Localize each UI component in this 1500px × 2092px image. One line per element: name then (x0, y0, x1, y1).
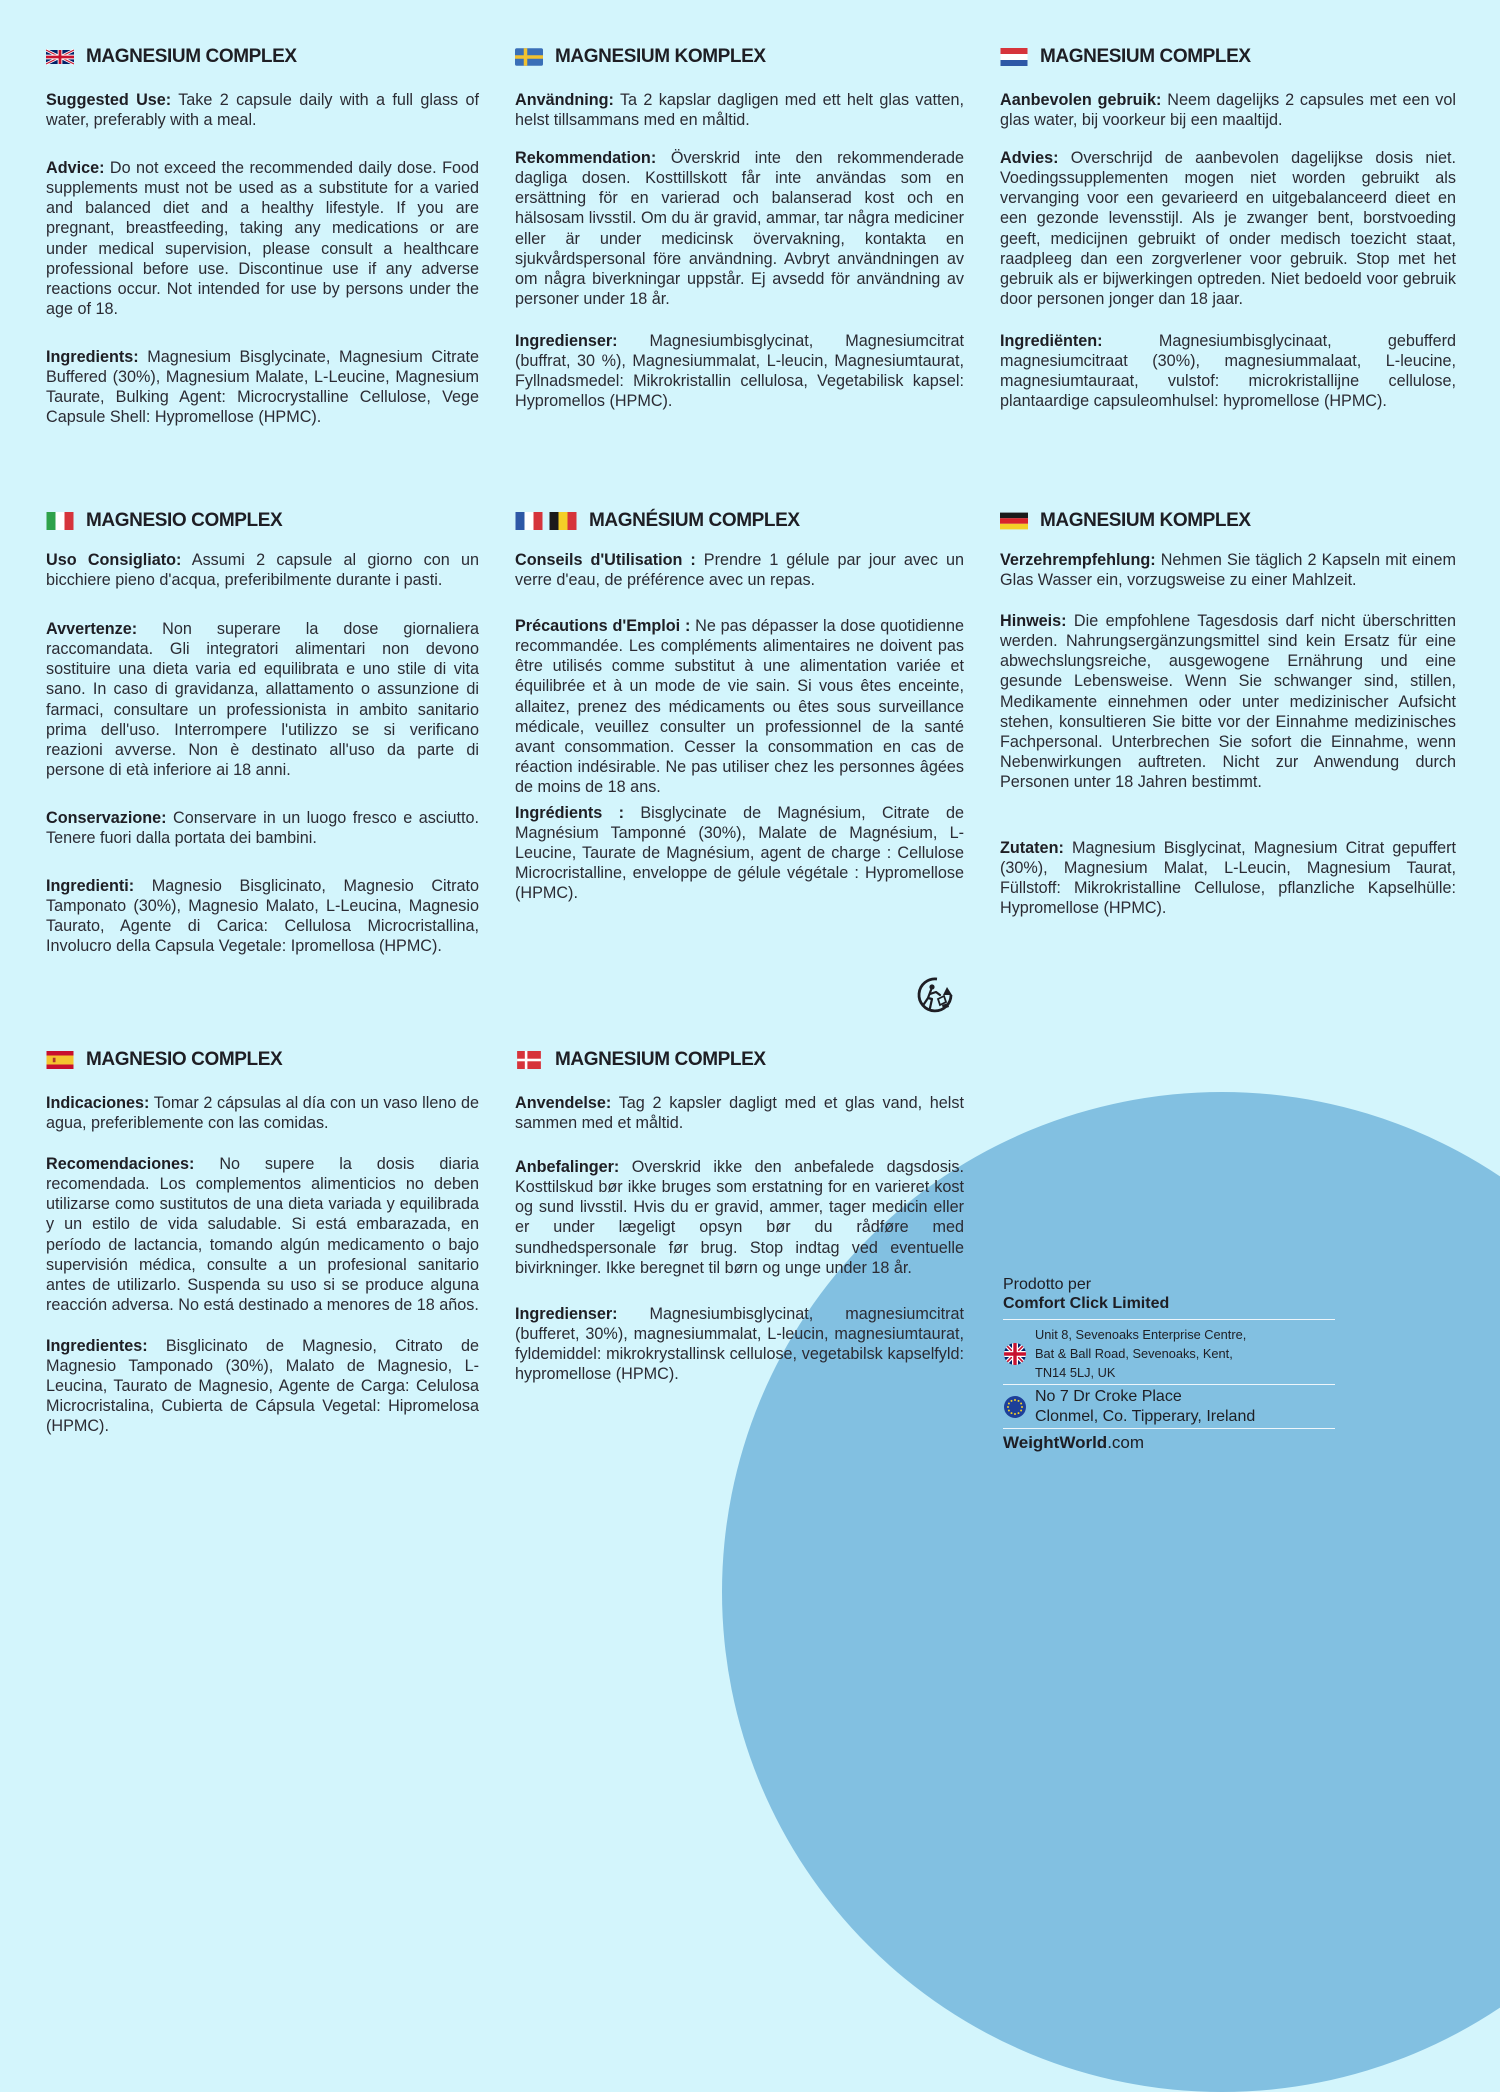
advice-text: No supere la dosis diaria recomendada. Los complementos alimenticios no deben utilizarse como sustitutos de una dieta variada y equilibrada y un estilo de vida saludable. Si está embarazada, en período de lactancia, tomando algún medicamento o bajo supervisión médica, consulte a un profesional sanitario antes de utilizarlo. Suspenda su uso si se produce alguna reacción adversa. No está destinado a menores de 18 años. (46, 1155, 479, 1314)
ingredients-paragraph (515, 331, 964, 411)
usage-paragraph (515, 90, 964, 130)
section-heading (515, 508, 964, 534)
spanish-flag-icon (46, 1051, 74, 1069)
section-heading (1000, 44, 1456, 70)
section-title: MAGNESIUM COMPLEX (1040, 45, 1251, 67)
french-flag-icon (515, 512, 543, 530)
advice-paragraph (46, 1154, 479, 1315)
usage-paragraph (46, 1093, 479, 1133)
section-danish (515, 1047, 964, 1384)
section-heading (515, 44, 964, 70)
usage-text: Nehmen Sie täglich 2 Kapseln mit einem Glas Wasser ein, vorzugsweise zu einer Mahlzeit. (1000, 551, 1456, 590)
usage-text: Tag 2 kapsler dagligt med et glas vand, helst sammen med et måltid. (515, 1094, 964, 1133)
storage-text: Conservare in un luogo fresco e asciutto. Tenere fuori dalla portata dei bambini. (46, 808, 479, 848)
advice-text: Overschrijd de aanbevolen dagelijkse dosis niet. Voedingssupplementen mogen niet worden gebruikt als vervanging voor een gevarieerd en uitgebalanceerd dieet en een gezonde levensstijl. Als je zwanger bent, borstvoeding geeft, medicijnen gebruikt of onder medisch toezicht staat, raadpleeg dan een zorgverlener voor gebruik. Stop met het gebruik als er bijwerkingen optreden. Niet bedoeld voor gebruik door personen jonger dan 18 jaar. (1000, 149, 1456, 308)
section-heading (515, 1047, 964, 1073)
section-heading (46, 508, 479, 534)
advice-label: Avvertenze: (46, 620, 138, 639)
usage-label: Verzehrempfehlung: (1000, 551, 1156, 569)
section-french (515, 508, 964, 904)
section-dutch (1000, 44, 1456, 411)
ingredients-text: Magnesio Bisglicinato, Magnesio Citrato Tamponato (30%), Magnesio Malato, L-Leucina, Magnesio Taurato, Agente di Carica: Cellulosa Microcristallina, Involucro della Capsula Vegetale: Ipromellosa (HPMC). (46, 877, 479, 956)
advice-label: Précautions d'Emploi : (515, 617, 691, 636)
ingredients-text: Magnesiumbisglycinat, Magnesiumcitrat (buffrat, 30 %), Magnesiummalat, L-leucin, Magnesiumtaurat, Fyllnadsmedel: Mikrokristallin cellulosa, Vegetabilisk kapsel: Hypromellos (HPMC). (515, 331, 964, 411)
section-heading (46, 1047, 479, 1073)
section-title: MAGNESIO COMPLEX (86, 509, 283, 531)
advice-text: Överskrid inte den rekommenderade dagliga dosen. Kosttillskott får inte användas som en ersättning för en varierad och balanserad kost och en hälsosam livsstil. Om du är gravid, ammar, tar några mediciner eller är under medicinsk övervakning, kontakta en sjukvårdspersonal före användning. Avbryt användningen av om några biverkningar uppstår. Ej avsedd för användning av personer under 18 år. (515, 149, 964, 308)
advice-paragraph (46, 619, 479, 780)
ireland-address-block (1003, 1384, 1335, 1428)
uk-address-line: Unit 8, Sevenoaks Enterprise Centre, (1035, 1327, 1247, 1342)
section-title: MAGNESIUM COMPLEX (86, 45, 297, 67)
advice-label: Anbefalinger: (515, 1158, 620, 1177)
usage-paragraph (46, 550, 479, 590)
produced-by-label: Prodotto per (1003, 1276, 1092, 1293)
ireland-address-line: No 7 Dr Croke Place (1035, 1388, 1182, 1405)
usage-label: Aanbevolen gebruik: (1000, 91, 1162, 109)
dutch-flag-icon (1000, 48, 1028, 66)
ingredients-text: Magnesium Bisglycinate, Magnesium Citrate Buffered (30%), Magnesium Malate, L-Leucine, Magnesium Taurate, Bulking Agent: Microcrystalline Cellulose, Vege Capsule Shell: Hypromellose (HPMC). (46, 347, 479, 427)
section-english (46, 44, 479, 427)
advice-paragraph (515, 148, 964, 309)
advice-label: Advice: (46, 159, 105, 178)
usage-paragraph (1000, 90, 1456, 130)
website-domain: .com (1107, 1433, 1145, 1452)
advice-text: Die empfohlene Tagesdosis darf nicht überschritten werden. Nahrungsergänzungsmittel sind kein Ersatz für eine abwechslungsreiche, ausgewogene Ernährung und eine gesunde Lebensweise. Wenn Sie schwanger sind, stillen, Medikamente einnehmen oder unter medizinischer Aufsicht stehen, konsultieren Sie bitte vor der Einnahme medizinisches Fachpersonal. Unterbrechen Sie sofort die Einnahme, wenn Nebenwirkungen auftreten. Nicht zur Anwendung durch Personen unter 18 Jahren bestimmt. (1000, 612, 1456, 791)
usage-text: Take 2 capsule daily with a full glass of water, preferably with a meal. (46, 91, 479, 130)
ingredients-label: Ingrediënten: (1000, 331, 1103, 350)
ingredients-text: Magnesiumbisglycinat, magnesiumcitrat (bufferet, 30%), magnesiummalat, L-leucin, magnesiumtaurat, fyldemiddel: mikrokrystallinsk cellulose, vegetabilsk kapselfyld: hypromellose (HPMC). (515, 1304, 964, 1384)
usage-paragraph (1000, 550, 1456, 590)
storage-paragraph (46, 808, 479, 848)
section-german (1000, 508, 1456, 918)
advice-paragraph (515, 1157, 964, 1278)
belgian-flag-icon (549, 512, 577, 530)
advice-paragraph (1000, 611, 1456, 792)
ingredients-paragraph (515, 1304, 964, 1384)
company-name: Comfort Click Limited (1003, 1295, 1170, 1312)
website (1003, 1428, 1335, 1453)
section-title: MAGNESIUM COMPLEX (555, 1048, 766, 1070)
ingredients-paragraph (46, 876, 479, 956)
section-spanish (46, 1047, 479, 1436)
swedish-flag-icon (515, 48, 543, 66)
ingredients-text: Magnesium Bisglycinat, Magnesium Citrat gepuffert (30%), Magnesium Malat, L-Leucin, Magnesium Taurat, Füllstoff: Mikrokristalline Cellulose, pflanzliche Kapselhülle: Hypromellose (HPMC). (1000, 839, 1456, 918)
ingredients-text: Magnesiumbisglycinaat, gebufferd magnesiumcitraat (30%), magnesiummalaat, L-leucine, magnesiumtauraat, vulstof: microkristallijne cellulose, plantaardige capsuleomhulsel: hypromellose (HPMC). (1000, 331, 1456, 411)
section-italian (46, 508, 479, 957)
ingredients-paragraph (46, 347, 479, 427)
section-title: MAGNESIUM KOMPLEX (555, 45, 766, 67)
advice-label: Recomendaciones: (46, 1155, 195, 1174)
usage-label: Conseils d'Utilisation : (515, 551, 696, 569)
company-info (1003, 1275, 1335, 1453)
italian-flag-icon (46, 512, 74, 530)
section-title: MAGNESIO COMPLEX (86, 1048, 283, 1070)
triman-recycling-icon (914, 975, 956, 1015)
ingredients-label: Ingredientes: (46, 1336, 148, 1355)
ingredients-text: Bisglicinato de Magnesio, Citrato de Magnesio Tamponado (30%), Malato de Magnesio, L-Leucina, Taurato de Magnesio, Agente de Carga: Celulosa Microcristalina, Cubierta de Cápsula Vegetal: Hipromelosa (HPMC). (46, 1336, 479, 1436)
eu-flag-icon (1003, 1395, 1027, 1419)
section-heading (46, 44, 479, 70)
usage-text: Neem dagelijks 2 capsules met een vol glas water, bij voorkeur bij een maaltijd. (1000, 91, 1456, 130)
german-flag-icon (1000, 512, 1028, 530)
usage-text: Prendre 1 gélule par jour avec un verre d'eau, de préférence avec un repas. (515, 551, 964, 590)
usage-paragraph (46, 90, 479, 130)
storage-label: Conservazione: (46, 808, 167, 827)
ingredients-paragraph (1000, 331, 1456, 411)
advice-paragraph (515, 616, 964, 797)
ingredients-label: Ingredienser: (515, 331, 618, 350)
ireland-address-line: Clonmel, Co. Tipperary, Ireland (1035, 1407, 1256, 1425)
usage-label: Anvendelse: (515, 1094, 612, 1112)
ingredients-paragraph (515, 803, 964, 903)
ingredients-label: Ingredienti: (46, 877, 135, 896)
advice-paragraph (46, 158, 479, 319)
uk-address-block (1003, 1319, 1335, 1384)
section-title: MAGNESIUM KOMPLEX (1040, 509, 1251, 531)
website-brand: WeightWorld (1003, 1433, 1108, 1452)
usage-paragraph (515, 1093, 964, 1133)
advice-label: Hinweis: (1000, 612, 1067, 631)
usage-label: Användning: (515, 91, 614, 109)
advice-text: Non superare la dose giornaliera raccomandata. Gli integratori alimentari non devono sostituire una dieta varia ed equilibrata e uno stile di vita sano. In caso di gravidanza, allattamento o assunzione di farmaci, consultare un professionista in ambito sanitario prima dell'uso. Interrompere l'utilizzo se si verificano reazioni avverse. Non è destinato all'uso da parte di persone di età inferiore ai 18 anni. (46, 620, 479, 779)
ingredients-label: Ingrédients : (515, 804, 624, 823)
usage-paragraph (515, 550, 964, 590)
usage-label: Indicaciones: (46, 1094, 150, 1112)
advice-text: Overskrid ikke den anbefalede dagsdosis. Kosttilskud bør ikke bruges som erstatning for en varieret kost og sund livsstil. Hvis du er gravid, ammer, tager medicin eller er under lægeligt opsyn bør du rådføre med sundhedspersonale før brug. Stop indtag ved eventuelle bivirkninger. Ikke beregnet til børn og unge under 18 år. (515, 1158, 964, 1277)
ingredients-label: Ingredients: (46, 347, 139, 366)
ingredients-paragraph (1000, 838, 1456, 918)
advice-text: Ne pas dépasser la dose quotidienne recommandée. Les compléments alimentaires ne doivent pas être utilisés comme substitut à une alimentation variée et équilibrée et à un mode de vie sain. Si vous êtes enceinte, allaitez, prenez des médicaments ou êtes sous surveillance médicale, veuillez consulter un professionnel de la santé avant consommation. Cesser la consommation en cas de réaction indésirable. Ne pas utiliser chez les personnes âgées de moins de 18 ans. (515, 617, 965, 796)
section-heading (1000, 508, 1456, 534)
advice-label: Rekommendation: (515, 149, 657, 168)
advice-text: Do not exceed the recommended daily dose. Food supplements must not be used as a substitute for a varied and balanced diet and a healthy lifestyle. If you are pregnant, breastfeeding, taking any medications or are under medical supervision, please consult a healthcare professional before use. Discontinue use if any adverse reactions occur. Not intended for use by persons under the age of 18. (46, 159, 479, 318)
uk-flag-icon (1003, 1342, 1027, 1366)
usage-label: Suggested Use: (46, 91, 172, 109)
usage-text: Tomar 2 cápsulas al día con un vaso lleno de agua, preferiblemente con las comidas. (46, 1094, 479, 1133)
usage-label: Uso Consigliato: (46, 551, 182, 569)
advice-paragraph (1000, 148, 1456, 309)
uk-flag-icon (46, 48, 74, 66)
ingredients-paragraph (46, 1336, 479, 1436)
ingredients-label: Ingredienser: (515, 1304, 618, 1323)
uk-address-line: Bat & Ball Road, Sevenoaks, Kent, (1035, 1346, 1233, 1361)
advice-label: Advies: (1000, 149, 1059, 168)
danish-flag-icon (515, 1051, 543, 1069)
ingredients-label: Zutaten: (1000, 839, 1064, 858)
ingredients-text: Bisglycinate de Magnésium, Citrate de Magnésium Tamponné (30%), Malate de Magnésium, L-Leucine, Taurate de Magnésium, agent de charge : Cellulose Microcristalline, enveloppe de gélule végétale : Hypromellose (HPMC). (515, 804, 964, 903)
uk-address-line: TN14 5LJ, UK (1035, 1365, 1116, 1380)
section-swedish (515, 44, 964, 411)
usage-text: Assumi 2 capsule al giorno con un bicchiere pieno d'acqua, preferibilmente durante i pasti. (46, 551, 480, 590)
usage-text: Ta 2 kapslar dagligen med ett helt glas vatten, helst tillsammans med en måltid. (515, 91, 964, 130)
section-title: MAGNÉSIUM COMPLEX (589, 509, 800, 531)
